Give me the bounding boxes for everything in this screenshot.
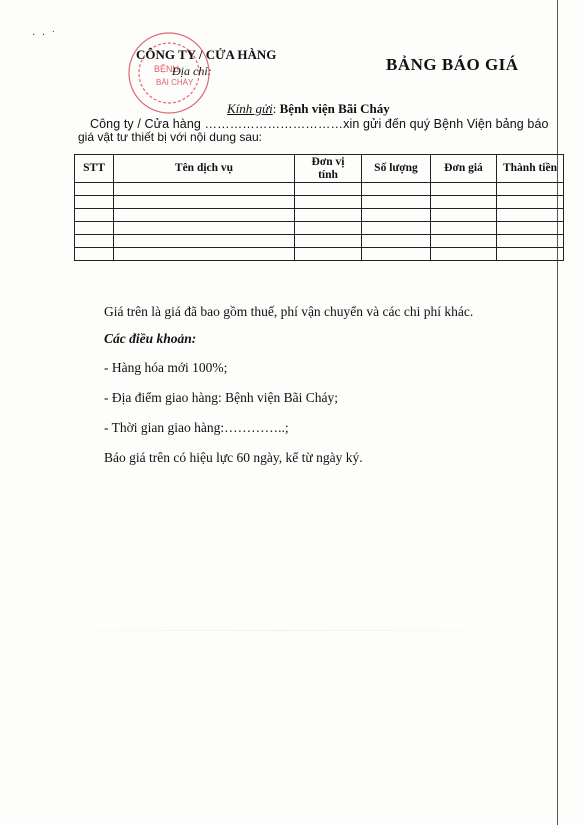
term-item-delivery-time: - Thời gian giao hàng:…………..; [104, 420, 289, 435]
table-header-row [75, 155, 564, 183]
table-cell [431, 235, 497, 248]
recipient-label: Kính gửi [227, 101, 273, 116]
term-item-new-goods: - Hàng hóa mới 100%; [104, 360, 228, 375]
table-cell [497, 222, 564, 235]
company-address-label: Địa chỉ: [172, 64, 212, 78]
table-cell [362, 222, 431, 235]
table-cell [497, 183, 564, 196]
paper-fold-shadow [0, 630, 557, 631]
table-cell [431, 248, 497, 261]
table-cell [362, 235, 431, 248]
table-cell [114, 209, 295, 222]
col-header-unit-line1: Đơn vị [311, 155, 345, 168]
recipient-value: Bệnh viện Bãi Cháy [276, 101, 390, 116]
table-cell [295, 196, 362, 209]
table-cell [295, 235, 362, 248]
col-header-total: Thành tiền [497, 155, 564, 183]
intro-line-1: Công ty / Cửa hàng ……………………………xin gửi đến quý Bệnh Viện bảng báo [90, 117, 549, 131]
table-cell [431, 209, 497, 222]
table-cell [431, 222, 497, 235]
table-cell [75, 209, 114, 222]
recipient-separator: : [272, 101, 277, 116]
document-title: BẢNG BÁO GIÁ [386, 55, 519, 74]
company-name: CÔNG TY / CỬA HÀNG [136, 47, 277, 62]
table-cell [295, 209, 362, 222]
table-cell [431, 183, 497, 196]
table-row [75, 183, 564, 196]
table-cell [75, 222, 114, 235]
stamp-text-bottom: BÃI CHÁY [156, 78, 194, 87]
table-cell [497, 209, 564, 222]
table-row [75, 235, 564, 248]
col-header-unit [295, 155, 362, 183]
table-cell [362, 196, 431, 209]
table-row [75, 209, 564, 222]
intro-line-2: giá vật tư thiết bị với nội dung sau: [78, 130, 263, 144]
recipient-line [227, 101, 390, 117]
col-header-quantity: Số lượng [362, 155, 431, 183]
table-cell [75, 248, 114, 261]
table-cell [295, 248, 362, 261]
table-body [75, 183, 564, 261]
quote-table [74, 154, 564, 261]
table-cell [362, 183, 431, 196]
table-cell [497, 248, 564, 261]
col-header-stt: STT [75, 155, 114, 183]
table-cell [114, 183, 295, 196]
scan-specks: · · ˙ [32, 30, 57, 41]
table-cell [114, 196, 295, 209]
table-cell [114, 222, 295, 235]
table-row [75, 196, 564, 209]
table-row [75, 248, 564, 261]
stamp-text-top: BỆNH [154, 64, 180, 74]
validity-note: Báo giá trên có hiệu lực 60 ngày, kể từ ngày ký. [104, 450, 363, 465]
table-cell [75, 196, 114, 209]
table-cell [362, 248, 431, 261]
table-cell [114, 248, 295, 261]
table-cell [75, 235, 114, 248]
table-cell [362, 209, 431, 222]
table-cell [295, 183, 362, 196]
price-note: Giá trên là giá đã bao gồm thuế, phí vận chuyển và các chi phí khác. [104, 304, 474, 319]
table-cell [75, 183, 114, 196]
table-cell [431, 196, 497, 209]
terms-title: Các điều khoản: [104, 331, 197, 346]
col-header-service: Tên dịch vụ [114, 155, 295, 183]
term-item-delivery-place: - Địa điểm giao hàng: Bệnh viện Bãi Cháy; [104, 390, 338, 405]
table-cell [497, 196, 564, 209]
col-header-unit-line2: tính [318, 168, 338, 181]
col-header-unit-price: Đơn giá [431, 155, 497, 183]
table-row [75, 222, 564, 235]
table-cell [497, 235, 564, 248]
table-cell [114, 235, 295, 248]
table-cell [295, 222, 362, 235]
